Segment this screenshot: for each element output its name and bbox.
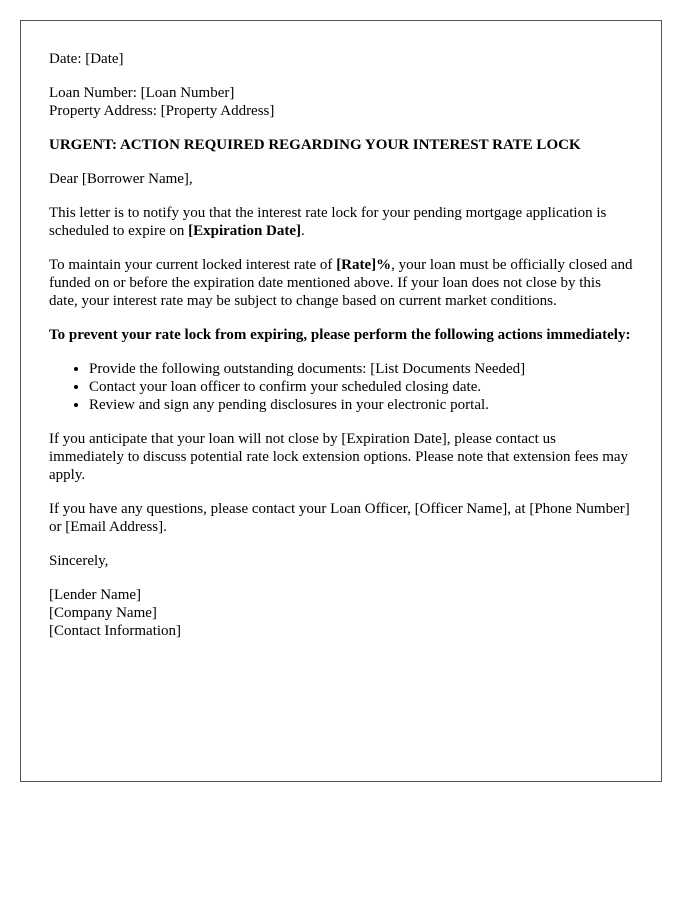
property-address: Property Address: [Property Address] (49, 103, 275, 119)
letter-date: Date: [Date] (49, 51, 124, 67)
letter-heading: URGENT: ACTION REQUIRED REGARDING YOUR INTEREST RATE LOCK (49, 137, 581, 153)
action-item: • Contact your loan officer to confirm your scheduled closing date. (89, 378, 633, 396)
action-item: • Review and sign any pending disclosures in your electronic portal. (89, 396, 633, 414)
paragraph-notification-end: . (301, 223, 305, 239)
paragraph-notification (49, 204, 633, 240)
letter (20, 20, 662, 782)
closing: Sincerely, (49, 553, 109, 569)
action-item: • Provide the following outstanding documents: [List Documents Needed] (89, 360, 633, 378)
expiration-date-field: [Expiration Date] (188, 223, 302, 239)
rate-field: [Rate]% (336, 257, 392, 273)
paragraph-extension: If you anticipate that your loan will not close by [Expiration Date], please contact us immediately to discuss potential rate lock extension options. Please note that extension fees may apply. (49, 431, 629, 483)
signature-lender-name: [Lender Name] (49, 587, 142, 603)
paragraph-rate-text: To maintain your current locked interest rate of (49, 257, 337, 273)
actions-list (49, 360, 633, 414)
paragraph-contact: If you have any questions, please contact your Loan Officer, [Officer Name], at [Phone Number] or [Email Address]. (49, 501, 630, 535)
paragraph-notification-text: This letter is to notify you that the interest rate lock for your pending mortgage application is scheduled to expire on (49, 205, 607, 239)
paragraph-rate (49, 256, 633, 310)
salutation: Dear [Borrower Name], (49, 171, 193, 187)
paragraph-rate-end: , your loan must be officially closed and funded on or before the expiration date mentioned above. If your loan does not close by this date, your interest rate may be subject to change based on current market conditions. (49, 257, 633, 309)
loan-number: Loan Number: [Loan Number] (49, 85, 235, 101)
signature-contact-information: [Contact Information] (49, 623, 182, 639)
signature-company-name: [Company Name] (49, 605, 157, 621)
actions-heading: To prevent your rate lock from expiring, please perform the following actions immediately: (49, 327, 631, 343)
